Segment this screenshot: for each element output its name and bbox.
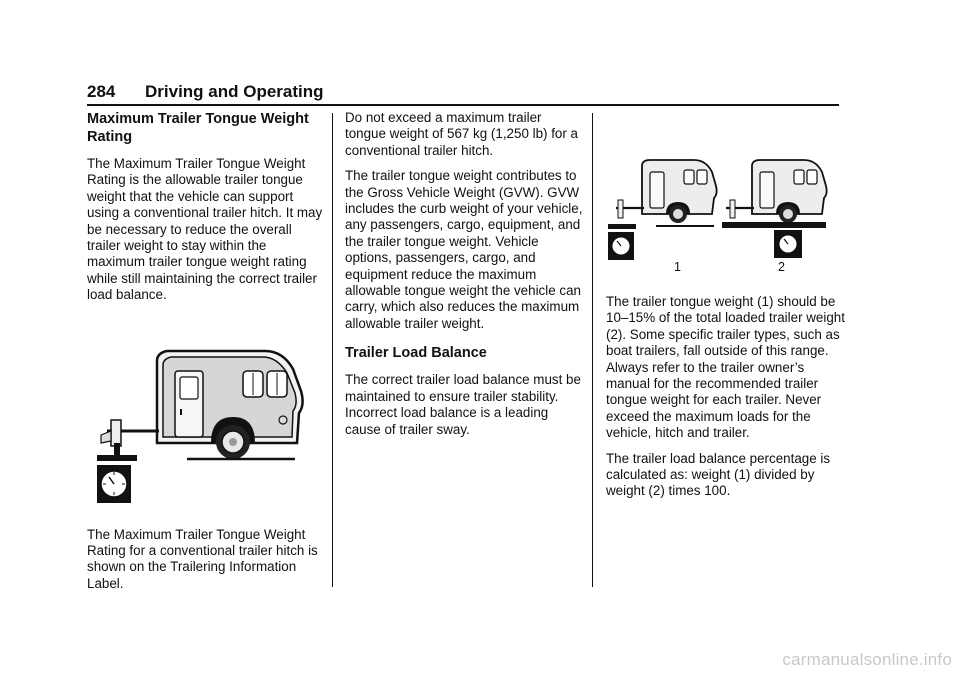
paragraph-balance-calc: The trailer load balance percentage is calculated as: weight (1) divided by weight (2) times 100.	[606, 450, 831, 499]
column-3	[606, 110, 846, 509]
paragraph-intro: The Maximum Trailer Tongue Weight Rating is the allowable trailer tongue weight that the vehicle can support using a conventional trailer hitch. It may be necessary to reduce the overall trailer weight to stay within the maximum trailer tongue weight rating while still maintaining the correct trailer load balance.	[87, 156, 323, 303]
paragraph-load-balance: The correct trailer load balance must be maintained to ensure trailer stability. Incorrect load balance is a leading cause of trailer sway.	[345, 372, 581, 437]
paragraph-max-weight: Do not exceed a maximum trailer tongue weight of 567 kg (1,250 lb) for a conventional trailer hitch.	[345, 110, 579, 158]
paragraph-caption: The Maximum Trailer Tongue Weight Rating for a conventional trailer hitch is shown on the Trailering Information Label.	[87, 526, 318, 591]
two-trailer-illustration	[602, 110, 832, 260]
paragraph-tongue-weight-range: The trailer tongue weight (1) should be 10–15% of the total loaded trailer weight (2). Some specific trailer types, such as boat trailers, fall outside of this range. Always refer to the trailer owner’s manual for the recommended trailer tongue weight for each trailer. Never exceed the maximum loads for the vehicle, hitch and trailer.	[606, 294, 845, 441]
figure-label-1: 1	[674, 260, 681, 274]
trailer-icon	[616, 160, 717, 226]
paragraph-gvw: The trailer tongue weight contributes to the Gross Vehicle Weight (GVW). GVW includes the curb weight of your vehicle, any passengers, cargo, equipment, and the trailer tongue weight. Vehicle options, passengers, cargo, and equipment reduce the maximum allowable tongue weight the vehicle can carry, which also reduces the maximum allowable trailer weight.	[345, 168, 583, 331]
header-rule	[87, 104, 839, 106]
scale-icon	[608, 224, 636, 260]
figure-label-2: 2	[778, 260, 785, 274]
heading-load-balance: Trailer Load Balance	[345, 345, 487, 362]
column-divider-1	[332, 113, 333, 587]
trailer-icon	[726, 160, 827, 223]
trailer-scale-illustration	[87, 313, 327, 527]
scale-icon	[97, 443, 137, 503]
column-1	[87, 110, 327, 601]
watermark: carmanualsonline.info	[782, 650, 952, 669]
section-title: Driving and Operating	[145, 82, 324, 101]
column-divider-2	[592, 113, 593, 587]
column-2	[345, 110, 585, 447]
page-header	[87, 82, 839, 104]
figure-labels	[606, 260, 846, 278]
heading-max-tongue-weight: Maximum Trailer Tongue Weight Rating	[87, 111, 309, 145]
trailer-icon	[101, 351, 303, 459]
page-number: 284	[87, 82, 116, 101]
scale-icon	[722, 222, 826, 258]
